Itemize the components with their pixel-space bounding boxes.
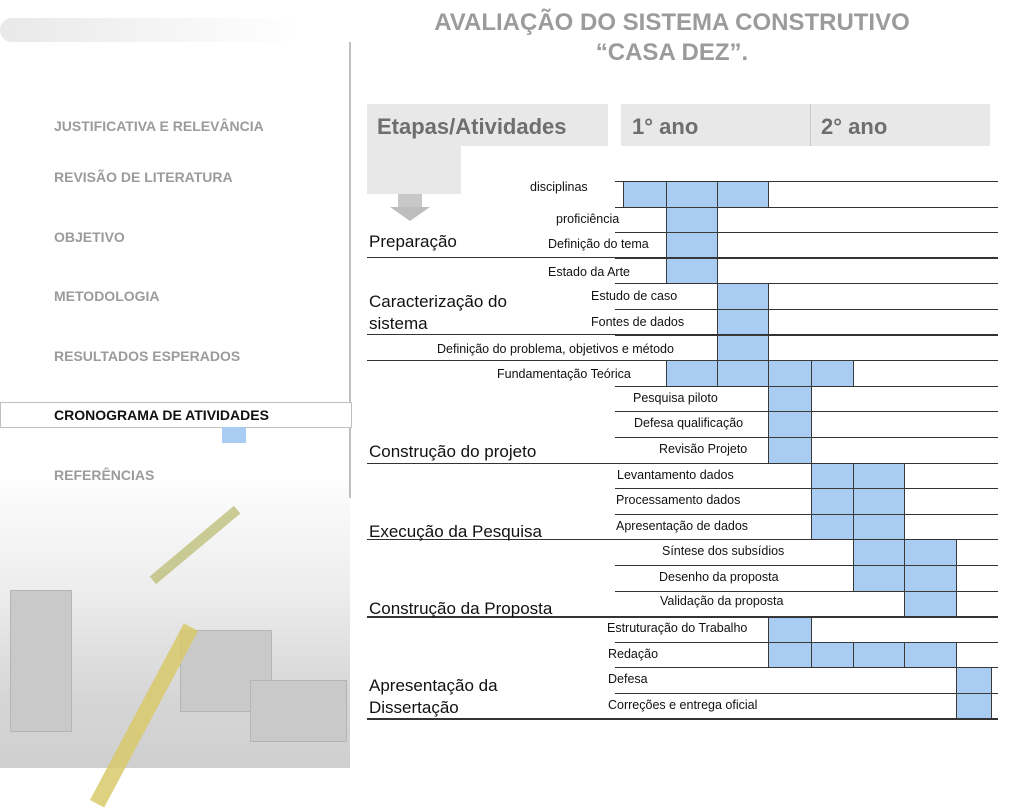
schedule-cell bbox=[811, 488, 854, 515]
header-year2-label: 2° ano bbox=[821, 114, 888, 139]
schedule-cell bbox=[811, 514, 854, 541]
row-divider bbox=[615, 514, 998, 515]
schedule-cell bbox=[666, 258, 718, 285]
sidebar-item-resultados[interactable]: RESULTADOS ESPERADOS bbox=[54, 348, 241, 364]
task-label: Apresentação de dados bbox=[616, 518, 749, 533]
row-divider bbox=[615, 667, 998, 668]
task-label: Fontes de dados bbox=[591, 315, 685, 329]
schedule-cell bbox=[956, 693, 992, 720]
schedule-cell bbox=[717, 360, 769, 387]
phase-label: Construção do projeto bbox=[369, 442, 537, 461]
task-label: proficiência bbox=[556, 211, 620, 226]
schedule-cell bbox=[768, 360, 812, 387]
task-label: Defesa qualificação bbox=[634, 416, 744, 431]
header-stages bbox=[367, 104, 608, 146]
sidebar-item-referencias[interactable]: REFERÊNCIAS bbox=[54, 467, 155, 483]
schedule-cell bbox=[666, 232, 718, 259]
task-label: Estruturação do Trabalho bbox=[607, 621, 748, 636]
stage-arrow-stem bbox=[398, 194, 422, 207]
task-label: Fundamentação Teórica bbox=[497, 367, 631, 382]
schedule-cell bbox=[717, 181, 769, 208]
header-years bbox=[621, 104, 990, 146]
phase-label: Execução da Pesquisa bbox=[369, 522, 542, 541]
phase-label: Caracterização do sistema bbox=[369, 292, 507, 333]
stage-arrow-block bbox=[367, 146, 461, 194]
phase-label: Apresentação da Dissertação bbox=[369, 676, 498, 717]
schedule-cell bbox=[853, 565, 905, 592]
sidebar-item-metodologia[interactable]: METODOLOGIA bbox=[54, 288, 160, 304]
schedule-cell bbox=[853, 642, 905, 669]
schedule-cell bbox=[904, 565, 957, 592]
schedule-cell bbox=[904, 539, 957, 566]
schedule-cell bbox=[904, 591, 957, 618]
row-divider bbox=[615, 693, 998, 694]
task-label: Síntese dos subsídios bbox=[662, 544, 785, 559]
phase-label: Preparação bbox=[369, 232, 457, 251]
schedule-cell bbox=[904, 642, 957, 669]
page-title-line2: “CASA DEZ”. bbox=[595, 39, 749, 66]
task-label: Revisão Projeto bbox=[659, 442, 748, 456]
sidebar-item-justificativa[interactable]: JUSTIFICATIVA E RELEVÂNCIA bbox=[54, 118, 264, 134]
row-divider bbox=[615, 283, 998, 284]
schedule-cell bbox=[768, 616, 812, 643]
schedule-cell bbox=[623, 181, 667, 208]
row-divider bbox=[615, 488, 998, 489]
schedule-cell bbox=[811, 463, 854, 490]
schedule-cell bbox=[768, 386, 812, 413]
decorative-swoosh bbox=[0, 18, 300, 42]
task-label: disciplinas bbox=[530, 180, 588, 194]
schedule-cell bbox=[853, 463, 905, 490]
schedule-cell bbox=[666, 207, 718, 234]
schedule-cell bbox=[666, 181, 718, 208]
task-label: Defesa bbox=[608, 672, 648, 687]
schedule-cell bbox=[768, 411, 812, 438]
schedule-cell bbox=[956, 667, 992, 694]
task-label: Definição do tema bbox=[548, 237, 649, 252]
phase-label: Construção da Proposta bbox=[369, 599, 553, 618]
sidebar-item-objetivo[interactable]: OBJETIVO bbox=[54, 229, 125, 245]
grid-top-border bbox=[615, 181, 998, 182]
schedule-cell bbox=[853, 514, 905, 541]
task-label: Desenho da proposta bbox=[659, 570, 779, 584]
task-label: Definição do problema, objetivos e método bbox=[437, 341, 674, 356]
schedule-cell bbox=[853, 539, 905, 566]
down-arrow-icon bbox=[390, 207, 430, 221]
schedule-cell bbox=[768, 437, 812, 464]
task-label: Processamento dados bbox=[616, 493, 741, 508]
row-divider bbox=[615, 309, 998, 310]
header-separator bbox=[810, 104, 811, 146]
schedule-cell bbox=[717, 335, 769, 362]
task-label: Redação bbox=[608, 646, 659, 661]
schedule-cell bbox=[811, 360, 854, 387]
task-label: Pesquisa piloto bbox=[633, 390, 718, 405]
schedule-cell bbox=[811, 642, 854, 669]
task-label: Estado da Arte bbox=[548, 264, 631, 279]
task-label: Correções e entrega oficial bbox=[608, 698, 758, 712]
task-label: Validação da proposta bbox=[660, 593, 784, 608]
phase-divider bbox=[367, 463, 998, 464]
schedule-cell bbox=[717, 283, 769, 310]
header-stages-label: Etapas/Atividades bbox=[377, 114, 567, 139]
task-label: Levantamento dados bbox=[617, 467, 734, 482]
schedule-cell bbox=[768, 642, 812, 669]
sidebar-item-revisao[interactable]: REVISÃO DE LITERATURA bbox=[54, 169, 233, 185]
schedule-cell bbox=[717, 309, 769, 336]
schedule-cell bbox=[853, 488, 905, 515]
schedule-cell bbox=[666, 360, 718, 387]
active-item-marker bbox=[222, 427, 246, 443]
page-title-line1: AVALIAÇÃO DO SISTEMA CONSTRUTIVO bbox=[434, 9, 910, 36]
background-photo bbox=[0, 480, 350, 768]
sidebar-divider bbox=[349, 42, 351, 498]
sidebar-item-cronograma[interactable]: CRONOGRAMA DE ATIVIDADES bbox=[54, 407, 269, 423]
page-title bbox=[366, 8, 978, 68]
header-year1-label: 1° ano bbox=[632, 114, 699, 139]
phase-divider bbox=[367, 257, 998, 258]
task-label: Estudo de caso bbox=[591, 289, 678, 304]
